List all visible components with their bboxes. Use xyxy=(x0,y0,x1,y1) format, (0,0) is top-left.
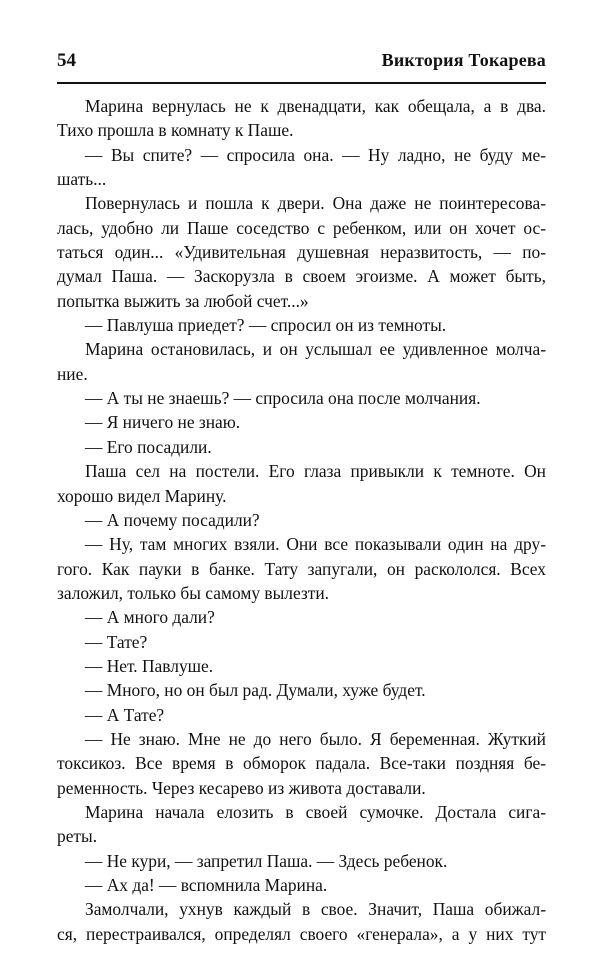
text-line: — А Тате? xyxy=(85,704,165,725)
text-line: — Тате? xyxy=(85,631,148,652)
text-line: Марина начала елозить в своей сумочке. Достала сига- xyxy=(85,801,546,822)
text-line: думал Паша. — Заскорузла в своем эгоизме. А может быть, xyxy=(57,266,546,287)
text-line: — Не знаю. Мне не до него было. Я беременная. Жуткий xyxy=(85,728,546,749)
text-line: — Не кури, — запретил Паша. — Здесь ребенок. xyxy=(85,850,448,871)
text-line: — Я ничего не знаю. xyxy=(85,412,241,433)
text-body xyxy=(57,94,546,946)
running-header xyxy=(57,50,546,82)
text-line: — Ну, там многих взяли. Они все показывали один на дру- xyxy=(85,534,546,555)
text-line: — Нет. Павлуше. xyxy=(85,655,214,676)
text-line: таться один... «Удивительная душевная неразвитость, — по- xyxy=(57,242,546,263)
text-line: — А ты не знаешь? — спросила она после молчания. xyxy=(85,388,481,409)
text-line: попытка выжить за любой счет...» xyxy=(57,290,309,311)
text-line: токсикоз. Все время в обморок падала. Все-таки поздняя бе- xyxy=(57,753,546,774)
text-line: заложил, только бы самому вылезти. xyxy=(57,582,330,603)
text-line: хорошо видел Марину. xyxy=(57,485,227,506)
text-line: — А почему посадили? xyxy=(85,509,260,530)
book-page xyxy=(57,50,546,946)
text-line: Марина вернулась не к двенадцати, как обещала, а в два. xyxy=(85,96,546,116)
header-rule xyxy=(57,82,546,84)
text-line: шать... xyxy=(57,169,107,190)
text-line: ременность. Через кесарево из живота доставали. xyxy=(57,777,426,798)
text-line: — Вы спите? — спросила она. — Ну ладно, не буду ме- xyxy=(85,144,546,165)
text-line: гого. Как пауки в банке. Тату запугали, он раскололся. Всех xyxy=(57,558,546,579)
text-line: Паша сел на постели. Его глаза привыкли к темноте. Он xyxy=(85,461,546,482)
author-name: Виктория Токарева xyxy=(381,50,546,70)
text-line: — Ах да! — вспомнила Марина. xyxy=(85,875,328,895)
text-line: реты. xyxy=(57,826,98,847)
text-line: Тихо прошла в комнату к Паше. xyxy=(57,120,294,141)
text-line: лась, удобно ли Паше соседство с ребенком, или он хочет ос- xyxy=(57,217,546,238)
text-line: Марина остановилась, и он услышал ее удивленное молча- xyxy=(85,339,546,360)
text-line: — Много, но он был рад. Думали, хуже будет. xyxy=(85,680,426,701)
text-line: Замолчали, ухнув каждый в свое. Значит, Паша обижал- xyxy=(85,899,546,920)
text-line: ние. xyxy=(57,363,88,384)
text-line: ся, перестраивался, определял своего «генерала», а у них тут xyxy=(57,923,546,944)
text-line: — Его посадили. xyxy=(85,436,212,457)
text-line: — А много дали? xyxy=(85,607,215,628)
page-number: 54 xyxy=(57,50,76,71)
text-line: Повернулась и пошла к двери. Она даже не поинтересова- xyxy=(85,193,546,214)
text-line: — Павлуша приедет? — спросил он из темноты. xyxy=(85,315,447,336)
